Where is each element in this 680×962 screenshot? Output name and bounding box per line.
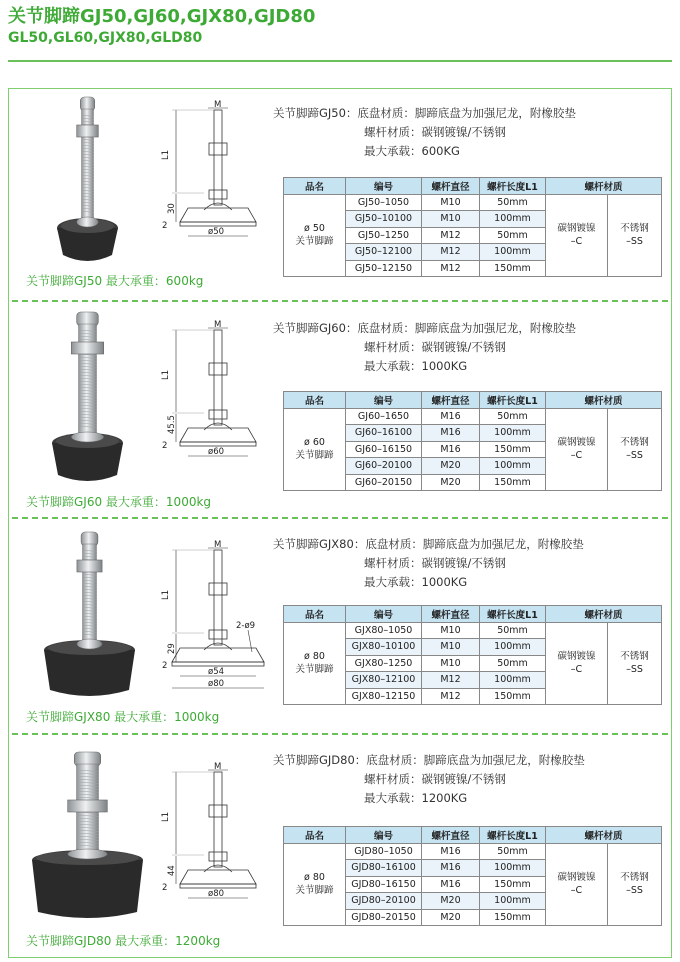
dim-height-label: 45.5 <box>167 415 177 434</box>
dim-base-label: 2 <box>162 661 168 671</box>
spec-table <box>283 826 662 926</box>
code-cell: GJ60–20100 <box>346 458 422 475</box>
spec-block <box>273 535 584 592</box>
spec-base-material: 关节脚蹄GJX80：底盘材质：脚蹄底盘为加强尼龙，附橡胶垫 <box>273 537 584 551</box>
dimension-drawing <box>158 538 273 703</box>
section-divider <box>12 733 668 735</box>
table-header-cell: 螺杆直径 <box>422 827 480 844</box>
screw-length-cell: 50mm <box>480 408 546 425</box>
spec-max-load: 最大承载：1000KG <box>364 359 468 373</box>
spec-table <box>283 177 662 277</box>
spec-screw-material: 螺杆材质：碳钢镀镍/不锈钢 <box>364 556 506 570</box>
code-cell: GJX80–1050 <box>346 622 422 639</box>
code-cell: GJX80–12150 <box>346 688 422 705</box>
code-cell: GJ60–16100 <box>346 425 422 442</box>
table-header-cell: 编号 <box>346 606 422 623</box>
dim-m-label: M <box>214 762 222 772</box>
screw-length-cell: 50mm <box>480 622 546 639</box>
spec-max-load: 最大承载：1200KG <box>364 791 468 805</box>
code-cell: GJD80–20100 <box>346 893 422 910</box>
table-row <box>284 408 662 425</box>
product-caption: 关节脚蹄GJ60 最大承重：1000kg <box>26 495 212 509</box>
code-cell: GJ50–12150 <box>346 260 422 277</box>
material-c-cell: 碳钢镀镍 –C <box>546 843 608 926</box>
screw-diameter-cell: M20 <box>422 909 480 926</box>
spec-table <box>283 391 662 491</box>
code-cell: GJ50–1250 <box>346 227 422 244</box>
product-name-cell: ø 50 关节脚蹄 <box>284 194 346 277</box>
screw-diameter-cell: M16 <box>422 843 480 860</box>
product-caption: 关节脚蹄GJ50 最大承重：600kg <box>26 274 204 288</box>
code-cell: GJ50–1050 <box>346 194 422 211</box>
table-header-cell: 螺杆材质 <box>546 178 662 195</box>
dim-diameter-label: ø60 <box>208 447 225 457</box>
table-row <box>284 622 662 639</box>
table-header-cell: 螺杆长度L1 <box>480 392 546 409</box>
material-c-cell: 碳钢镀镍 –C <box>546 622 608 705</box>
table-header-cell: 螺杆材质 <box>546 392 662 409</box>
table-header-cell: 螺杆直径 <box>422 606 480 623</box>
code-cell: GJD80–1050 <box>346 843 422 860</box>
screw-length-cell: 50mm <box>480 227 546 244</box>
material-c-cell: 碳钢镀镍 –C <box>546 194 608 277</box>
table-header-cell: 品名 <box>284 827 346 844</box>
screw-length-cell: 50mm <box>480 843 546 860</box>
code-cell: GJX80–10100 <box>346 639 422 656</box>
dim-outer-diameter-label: ø80 <box>208 679 225 689</box>
dim-hole-label: 2-ø9 <box>236 621 256 631</box>
table-header-cell: 品名 <box>284 606 346 623</box>
screw-length-cell: 100mm <box>480 860 546 877</box>
screw-diameter-cell: M20 <box>422 474 480 491</box>
dim-base-label: 2 <box>162 441 168 451</box>
product-caption: 关节脚蹄GJD80 最大承重：1200kg <box>26 934 221 948</box>
code-cell: GJX80–12100 <box>346 672 422 689</box>
dim-m-label: M <box>214 100 222 110</box>
spec-screw-material: 螺杆材质：碳钢镀镍/不锈钢 <box>364 772 506 786</box>
code-cell: GJ60–1650 <box>346 408 422 425</box>
dim-height-label: 44 <box>167 865 177 876</box>
dim-l1-label: L1 <box>161 369 171 380</box>
spec-max-load: 最大承载：1000KG <box>364 575 468 589</box>
screw-length-cell: 150mm <box>480 260 546 277</box>
table-header-cell: 编号 <box>346 827 422 844</box>
code-cell: GJD80–16150 <box>346 876 422 893</box>
screw-diameter-cell: M12 <box>422 244 480 261</box>
dim-m-label: M <box>214 540 222 550</box>
table-header-cell: 螺杆直径 <box>422 178 480 195</box>
screw-diameter-cell: M10 <box>422 639 480 656</box>
table-header-cell: 品名 <box>284 392 346 409</box>
dim-height-label: 30 <box>167 203 177 214</box>
screw-length-cell: 100mm <box>480 244 546 261</box>
screw-length-cell: 100mm <box>480 211 546 228</box>
screw-diameter-cell: M16 <box>422 408 480 425</box>
dim-l1-label: L1 <box>161 149 171 160</box>
screw-length-cell: 150mm <box>480 474 546 491</box>
title-divider <box>8 60 672 62</box>
code-cell: GJ60–16150 <box>346 441 422 458</box>
table-header-cell: 编号 <box>346 392 422 409</box>
product-name-cell: ø 60 关节脚蹄 <box>284 408 346 491</box>
screw-length-cell: 50mm <box>480 655 546 672</box>
dim-diameter-label: ø54 <box>208 667 225 677</box>
spec-max-load: 最大承载：600KG <box>364 144 460 158</box>
dim-diameter-label: ø80 <box>208 889 225 899</box>
spec-screw-material: 螺杆材质：碳钢镀镍/不锈钢 <box>364 125 506 139</box>
table-header-cell: 螺杆长度L1 <box>480 178 546 195</box>
material-ss-cell: 不锈钢 –SS <box>608 408 662 491</box>
product-name-cell: ø 80 关节脚蹄 <box>284 843 346 926</box>
table-header-cell: 品名 <box>284 178 346 195</box>
table-header-cell: 螺杆材质 <box>546 606 662 623</box>
screw-diameter-cell: M10 <box>422 622 480 639</box>
screw-diameter-cell: M16 <box>422 441 480 458</box>
code-cell: GJ60–20150 <box>346 474 422 491</box>
table-row <box>284 194 662 211</box>
screw-length-cell: 100mm <box>480 458 546 475</box>
product-caption: 关节脚蹄GJX80 最大承重：1000kg <box>26 710 220 724</box>
screw-length-cell: 150mm <box>480 441 546 458</box>
page-subtitle: GL50,GL60,GJX80,GLD80 <box>8 30 203 46</box>
page-title: 关节脚蹄GJ50,GJ60,GJX80,GJD80 <box>8 6 316 27</box>
spec-base-material: 关节脚蹄GJ60：底盘材质：脚蹄底盘为加强尼龙，附橡胶垫 <box>273 321 576 335</box>
code-cell: GJX80–1250 <box>346 655 422 672</box>
section-divider <box>12 300 668 302</box>
screw-length-cell: 150mm <box>480 688 546 705</box>
spec-block <box>273 319 576 376</box>
material-ss-cell: 不锈钢 –SS <box>608 843 662 926</box>
leveling-foot-photo <box>42 530 137 700</box>
dimension-drawing <box>158 760 273 925</box>
spec-block <box>273 104 576 161</box>
spec-table <box>283 605 662 705</box>
material-ss-cell: 不锈钢 –SS <box>608 622 662 705</box>
screw-diameter-cell: M10 <box>422 211 480 228</box>
screw-length-cell: 100mm <box>480 425 546 442</box>
leveling-foot-photo <box>50 310 125 485</box>
dimension-drawing <box>158 318 273 483</box>
spec-base-material: 关节脚蹄GJ50：底盘材质：脚蹄底盘为加强尼龙，附橡胶垫 <box>273 106 576 120</box>
screw-diameter-cell: M16 <box>422 876 480 893</box>
code-cell: GJD80–16100 <box>346 860 422 877</box>
screw-diameter-cell: M20 <box>422 458 480 475</box>
leveling-foot-photo <box>30 750 145 922</box>
screw-diameter-cell: M10 <box>422 194 480 211</box>
dim-base-label: 2 <box>162 883 168 893</box>
section-divider <box>12 517 668 519</box>
code-cell: GJD80–20150 <box>346 909 422 926</box>
dimension-drawing <box>158 98 273 263</box>
screw-length-cell: 100mm <box>480 639 546 656</box>
screw-diameter-cell: M12 <box>422 688 480 705</box>
spec-base-material: 关节脚蹄GJD80：底盘材质：脚蹄底盘为加强尼龙，附橡胶垫 <box>273 753 585 767</box>
spec-block <box>273 751 585 808</box>
screw-length-cell: 150mm <box>480 909 546 926</box>
screw-diameter-cell: M16 <box>422 860 480 877</box>
table-header-cell: 螺杆长度L1 <box>480 827 546 844</box>
screw-length-cell: 100mm <box>480 672 546 689</box>
dim-height-label: 29 <box>167 643 177 654</box>
spec-screw-material: 螺杆材质：碳钢镀镍/不锈钢 <box>364 340 506 354</box>
leveling-foot-photo <box>55 95 120 265</box>
code-cell: GJ50–12100 <box>346 244 422 261</box>
screw-length-cell: 150mm <box>480 876 546 893</box>
product-name-cell: ø 80 关节脚蹄 <box>284 622 346 705</box>
screw-diameter-cell: M12 <box>422 227 480 244</box>
screw-diameter-cell: M10 <box>422 655 480 672</box>
dim-diameter-label: ø50 <box>208 227 225 237</box>
screw-diameter-cell: M16 <box>422 425 480 442</box>
table-row <box>284 843 662 860</box>
material-c-cell: 碳钢镀镍 –C <box>546 408 608 491</box>
screw-diameter-cell: M12 <box>422 260 480 277</box>
dim-m-label: M <box>214 320 222 330</box>
screw-length-cell: 100mm <box>480 893 546 910</box>
material-ss-cell: 不锈钢 –SS <box>608 194 662 277</box>
table-header-cell: 螺杆长度L1 <box>480 606 546 623</box>
dim-base-label: 2 <box>162 221 168 231</box>
screw-diameter-cell: M12 <box>422 672 480 689</box>
screw-length-cell: 50mm <box>480 194 546 211</box>
dim-l1-label: L1 <box>161 589 171 600</box>
table-header-cell: 螺杆直径 <box>422 392 480 409</box>
dim-l1-label: L1 <box>161 811 171 822</box>
code-cell: GJ50–10100 <box>346 211 422 228</box>
table-header-cell: 螺杆材质 <box>546 827 662 844</box>
table-header-cell: 编号 <box>346 178 422 195</box>
screw-diameter-cell: M20 <box>422 893 480 910</box>
